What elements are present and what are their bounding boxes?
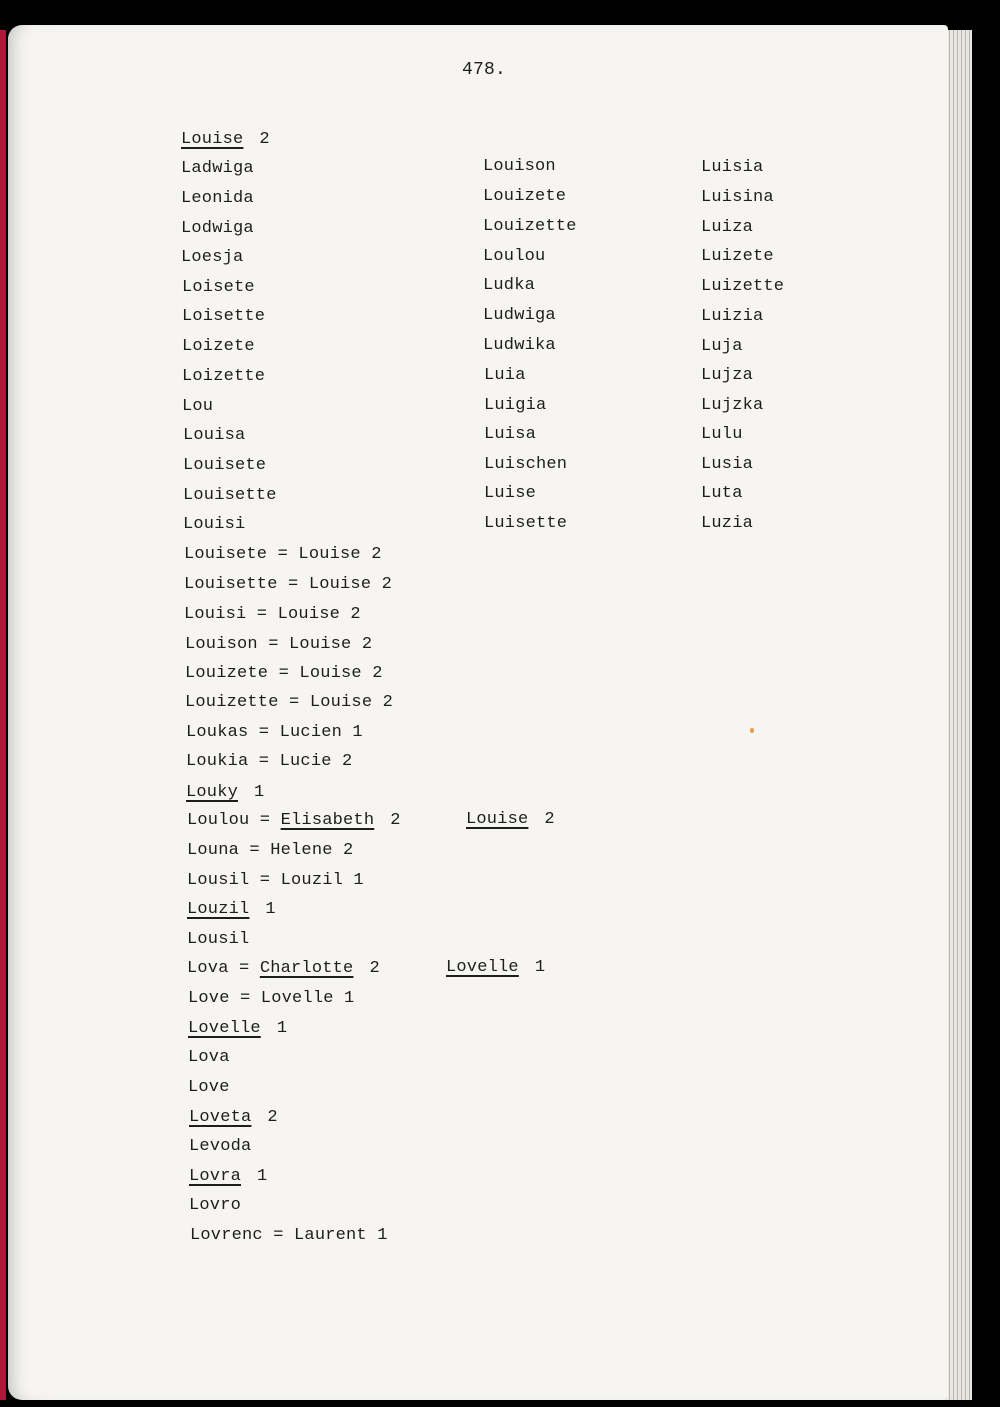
col2-item: Luigia	[484, 396, 547, 415]
lovra-name: Lovra	[189, 1167, 242, 1186]
entry-line: Louizette = Louise 2	[185, 693, 394, 712]
col1-item: Louisi	[183, 515, 246, 534]
col1-item: Louisete	[183, 456, 267, 475]
document-page	[8, 25, 948, 1400]
col2-item: Luisa	[484, 425, 537, 444]
lovra-entry	[189, 1167, 267, 1187]
louzil-entry	[187, 900, 276, 920]
col3-item: Lusia	[701, 455, 754, 474]
col1-item: Louisette	[183, 486, 277, 505]
col1-item: Ladwiga	[181, 159, 254, 178]
lova-alt-count: 1	[534, 958, 546, 977]
col3-item: Luizia	[701, 307, 764, 326]
loveta-variant: Levoda	[189, 1137, 252, 1156]
col2-item: Ludwiga	[483, 306, 556, 325]
col2-item: Luia	[484, 366, 526, 385]
col3-item: Luisina	[701, 188, 774, 207]
entry-line: Louisette = Louise 2	[184, 575, 393, 594]
col2-item: Luise	[484, 484, 537, 503]
louzil-count: 1	[265, 900, 276, 919]
book-binding-edge	[0, 30, 6, 1400]
louky-count: 1	[254, 783, 265, 802]
lovelle-name: Lovelle	[188, 1019, 261, 1038]
col1-item: Lou	[182, 397, 214, 416]
col1-item: Loizete	[182, 337, 255, 356]
col3-item: Luta	[701, 484, 743, 503]
loulou-alt-name: Louise	[466, 810, 529, 829]
col1-item: Loizette	[182, 367, 266, 386]
col2-item: Ludka	[483, 276, 536, 295]
louna-entry: Louna = Helene 2	[187, 841, 354, 860]
loveta-count: 2	[267, 1108, 278, 1127]
louky-name: Louky	[186, 783, 239, 802]
col2-item: Loulou	[483, 247, 546, 266]
lousil-entry: Lousil = Louzil 1	[187, 871, 364, 890]
loveta-name: Loveta	[189, 1108, 252, 1127]
louzil-variant: Lousil	[187, 930, 250, 949]
loveta-entry	[189, 1108, 278, 1128]
loulou-alt	[466, 810, 555, 830]
lovrenc-entry: Lovrenc = Laurent 1	[190, 1226, 388, 1245]
heading-entry	[181, 130, 270, 150]
loulou-entry	[187, 811, 401, 831]
loulou-link: Elisabeth	[280, 811, 375, 830]
col3-item: Luiza	[701, 218, 754, 237]
louzil-name: Louzil	[187, 900, 250, 919]
col1-item: Lodwiga	[181, 219, 254, 238]
entry-line: Loukia = Lucie 2	[186, 752, 353, 771]
page-number: 478.	[462, 60, 507, 80]
col2-item: Luischen	[484, 455, 568, 474]
louky-entry	[186, 783, 264, 803]
lova-alt	[446, 958, 545, 978]
lova-count: 2	[369, 959, 380, 978]
col3-item: Lulu	[701, 425, 743, 444]
lovra-variant: Lovro	[189, 1196, 242, 1215]
heading-count: 2	[259, 130, 270, 149]
heading-name: Louise	[181, 130, 244, 149]
col1-item: Leonida	[181, 189, 254, 208]
col1-item: Loisete	[182, 278, 255, 297]
entry-line: Louisi = Louise 2	[184, 605, 361, 624]
col3-item: Luizette	[701, 277, 785, 296]
entry-line: Louizete = Louise 2	[185, 664, 383, 683]
lovelle-entry	[188, 1019, 287, 1039]
loulou-prefix: Loulou =	[187, 811, 281, 830]
entry-line: Louison = Louise 2	[185, 635, 373, 654]
col3-item: Luisia	[701, 158, 764, 177]
loulou-count: 2	[390, 811, 401, 830]
lovelle-count: 1	[276, 1019, 288, 1038]
lova-prefix: Lova =	[187, 959, 260, 978]
entry-line: Louisete = Louise 2	[184, 545, 382, 564]
col1-item: Loisette	[182, 307, 266, 326]
col3-item: Luizete	[701, 247, 774, 266]
loulou-alt-count: 2	[544, 810, 555, 829]
love-entry: Love = Lovelle 1	[188, 989, 355, 1008]
lovelle-variant: Lova	[188, 1048, 230, 1067]
col3-item: Luja	[701, 337, 743, 356]
col3-item: Lujzka	[701, 396, 764, 415]
col2-item: Louison	[483, 157, 556, 176]
lovelle-variant: Love	[188, 1078, 230, 1097]
col2-item: Ludwika	[483, 336, 556, 355]
stain-mark	[750, 728, 754, 733]
lova-entry	[187, 959, 380, 979]
lovra-count: 1	[257, 1167, 268, 1186]
col2-item: Louizete	[483, 187, 567, 206]
col3-item: Lujza	[701, 366, 754, 385]
entry-line: Loukas = Lucien 1	[186, 723, 363, 742]
col2-item: Luisette	[484, 514, 568, 533]
col2-item: Louizette	[483, 217, 577, 236]
lova-link: Charlotte	[259, 959, 354, 978]
col1-item: Louisa	[183, 426, 246, 445]
col1-item: Loesja	[181, 248, 244, 267]
lova-alt-name: Lovelle	[446, 958, 519, 977]
col3-item: Luzia	[701, 514, 754, 533]
